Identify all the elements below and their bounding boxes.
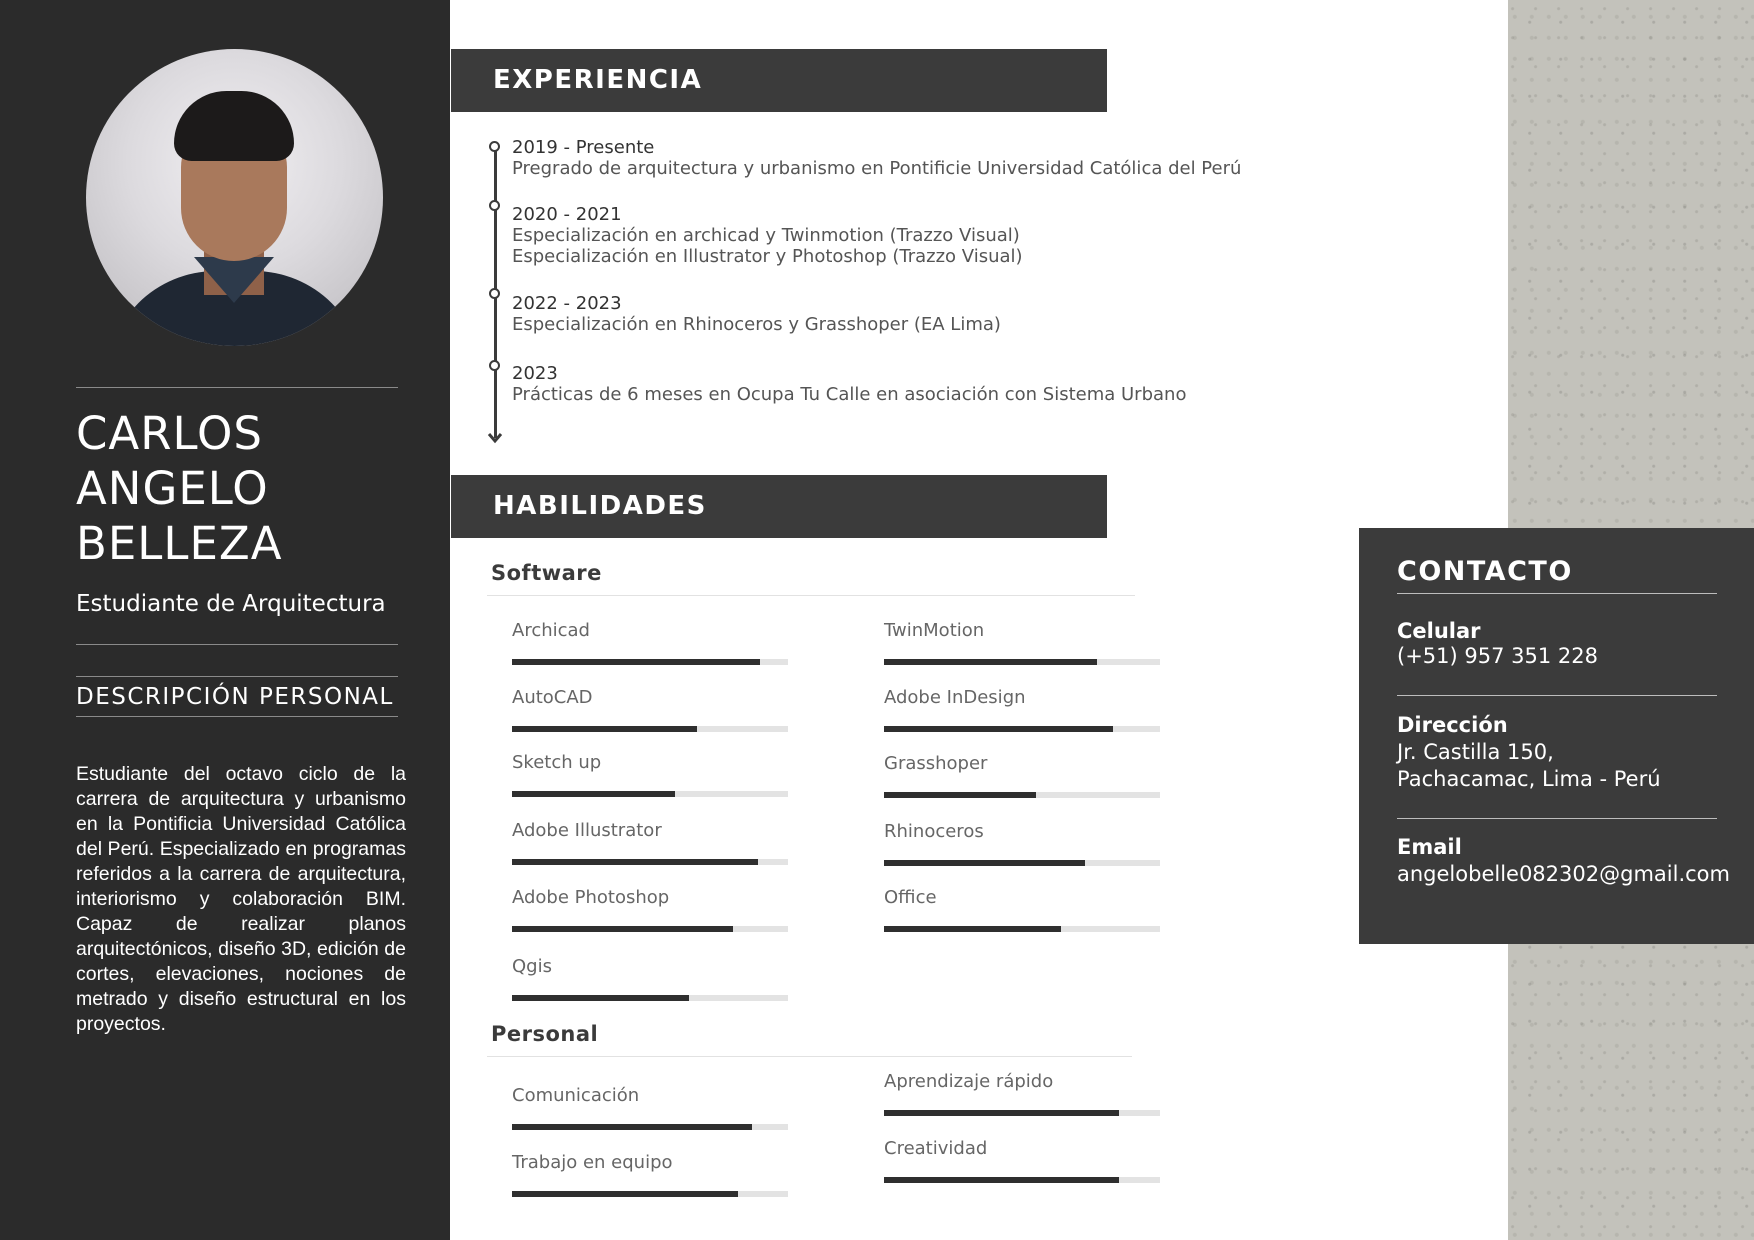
skill-label: Archicad: [512, 620, 590, 641]
skill-label: TwinMotion: [884, 620, 985, 641]
skill-bar-fill: [884, 860, 1085, 866]
name-line-3: BELLEZA: [76, 517, 283, 570]
description-text: Estudiante del octavo ciclo de la carrera de arquitectura y urbanismo en la Pontificia Universidad Católica del Perú. Especializado en programas referidos a la carrera de arquitectura, interiorismo y colaboración BIM. Capaz de realizar planos arquitectónicos, diseño 3D, edición de cortes, elevaciones, nociones de metrado y diseño estructural en los proyectos.: [76, 763, 406, 1035]
contact-title: CONTACTO: [1397, 556, 1573, 587]
skill-bar: [884, 726, 1160, 732]
skill-label: Office: [884, 887, 937, 908]
skill-bar: [884, 926, 1160, 932]
divider: [76, 676, 398, 677]
experience-years: 2020 - 2021: [512, 204, 622, 225]
email-value[interactable]: angelobelle082302@gmail.com: [1397, 862, 1730, 886]
skill-bar: [884, 792, 1160, 798]
divider: [1397, 593, 1717, 594]
skill-label: AutoCAD: [512, 687, 593, 708]
divider: [487, 1056, 1132, 1057]
contact-card: [1359, 528, 1754, 944]
divider: [76, 387, 398, 388]
divider: [487, 595, 1135, 596]
skill-bar: [884, 1177, 1160, 1183]
skill-bar: [512, 926, 788, 932]
experience-item: [512, 137, 1241, 179]
profile-photo: [86, 49, 383, 346]
skill-bar: [512, 1191, 788, 1197]
skill-bar-fill: [884, 792, 1036, 798]
experience-detail: Pregrado de arquitectura y urbanismo en Pontificie Universidad Católica del Perú: [512, 158, 1242, 179]
skill-label: Sketch up: [512, 752, 602, 773]
skills-title: HABILIDADES: [493, 491, 707, 521]
experience-detail: Especialización en Rhinoceros y Grasshoper (EA Lima): [512, 314, 1001, 335]
skill-bar: [512, 995, 788, 1001]
skill-label: Comunicación: [512, 1085, 640, 1106]
skill-bar: [884, 860, 1160, 866]
timeline-dot: [489, 360, 500, 371]
experience-years: 2022 - 2023: [512, 293, 622, 314]
skill-bar-fill: [884, 659, 1097, 665]
skill-bar: [884, 1110, 1160, 1116]
skill-bar-fill: [884, 726, 1113, 732]
divider: [76, 644, 398, 645]
skill-label: Aprendizaje rápido: [884, 1071, 1054, 1092]
skill-bar: [512, 859, 788, 865]
name-line-2: ANGELO: [76, 462, 269, 515]
skill-bar-fill: [884, 1177, 1119, 1183]
skill-label: Qgis: [512, 956, 552, 977]
email-label: Email: [1397, 835, 1462, 859]
skill-bar-fill: [512, 859, 758, 865]
skill-label: Rhinoceros: [884, 821, 984, 842]
experience-years: 2019 - Presente: [512, 137, 655, 158]
sidebar: [0, 0, 450, 1240]
personal-subtitle: Personal: [491, 1022, 599, 1046]
skill-bar-fill: [512, 659, 760, 665]
experience-item: [512, 293, 1001, 335]
skill-label: Creatividad: [884, 1138, 988, 1159]
address-line-1: Jr. Castilla 150,: [1397, 740, 1554, 764]
phone-value[interactable]: (+51) 957 351 228: [1397, 644, 1598, 668]
address-label: Dirección: [1397, 713, 1508, 737]
skill-bar-fill: [512, 726, 697, 732]
skill-bar: [512, 1124, 788, 1130]
job-title: Estudiante de Arquitectura: [76, 591, 386, 617]
experience-item: [512, 204, 1023, 267]
skill-label: Adobe Illustrator: [512, 820, 662, 841]
skill-bar-fill: [884, 1110, 1119, 1116]
divider: [1397, 695, 1717, 696]
skill-bar: [512, 791, 788, 797]
skill-bar-fill: [884, 926, 1061, 932]
timeline-dot: [489, 288, 500, 299]
experience-years: 2023: [512, 363, 558, 384]
experience-detail: Especialización en Illustrator y Photoshop (Trazzo Visual): [512, 246, 1023, 267]
phone-label: Celular: [1397, 619, 1481, 643]
divider: [76, 716, 398, 717]
experience-item: [512, 363, 1186, 405]
divider: [1397, 818, 1717, 819]
skill-bar-fill: [512, 1191, 738, 1197]
skill-bar: [512, 726, 788, 732]
name-line-1: CARLOS: [76, 407, 263, 460]
skill-label: Grasshoper: [884, 753, 988, 774]
skill-label: Trabajo en equipo: [512, 1152, 673, 1173]
skill-bar: [512, 659, 788, 665]
skill-label: Adobe Photoshop: [512, 887, 670, 908]
skill-bar-fill: [512, 791, 675, 797]
experience-detail: Especialización en archicad y Twinmotion (Trazzo Visual): [512, 225, 1020, 246]
timeline-dot: [489, 200, 500, 211]
skill-bar: [884, 659, 1160, 665]
experience-detail: Prácticas de 6 meses en Ocupa Tu Calle en asociación con Sistema Urbano: [512, 384, 1187, 405]
timeline-dot: [489, 141, 500, 152]
address-line-2: Pachacamac, Lima - Perú: [1397, 767, 1661, 791]
skill-label: Adobe InDesign: [884, 687, 1026, 708]
experience-header: [451, 49, 1107, 112]
skill-bar-fill: [512, 1124, 752, 1130]
skill-bar-fill: [512, 995, 689, 1001]
arrow-down-icon: [487, 432, 503, 444]
skill-bar-fill: [512, 926, 733, 932]
skills-header: [451, 475, 1107, 538]
description-title: DESCRIPCIÓN PERSONAL: [76, 684, 394, 710]
software-subtitle: Software: [491, 561, 602, 585]
experience-title: EXPERIENCIA: [493, 65, 703, 95]
